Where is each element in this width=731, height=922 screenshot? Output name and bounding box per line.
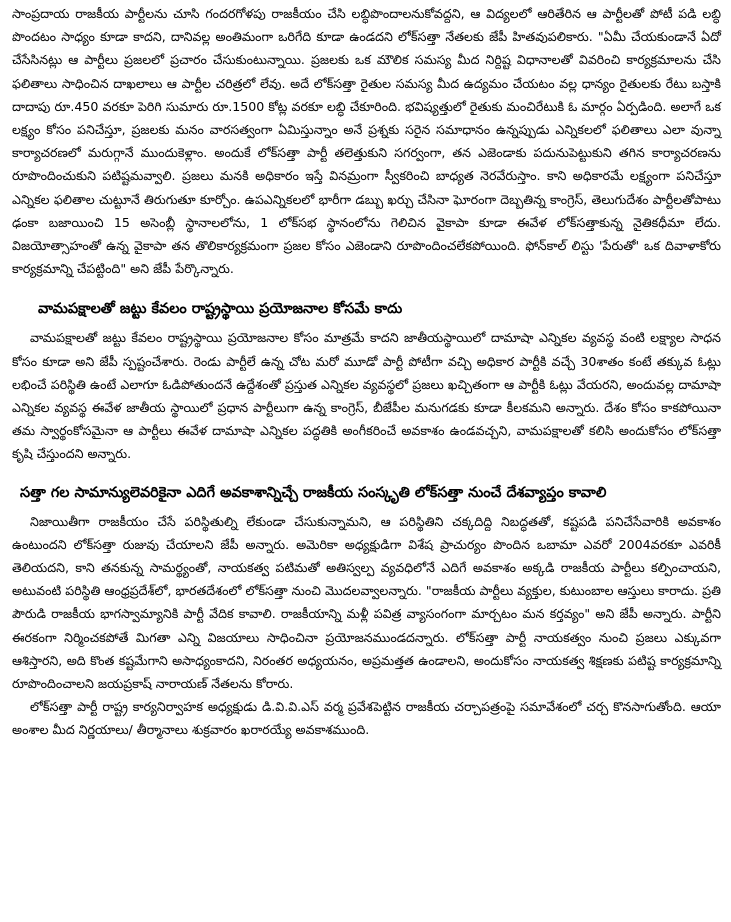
section-heading: వామపక్షాలతో జట్టు కేవలం రాష్ట్రస్థాయి ప్రయోజనాల కోసమే కాదు [38,301,403,318]
article-paragraph: వామపక్షాలతో జట్టు కేవలం రాష్ట్రస్థాయి ప్రయోజనాల కోసం మాత్రమే కాదని జాతీయస్థాయిలో దామాషా ఎన్నికల వ్యవస్థ వంటి లక్ష్యాల సాధన కోసం కూడా అని జేపీ స్పష్టంచేశారు. రెండు పార్టీలే ఉన్న చోట మరో మూడో పార్టీ పోటీగా వచ్చి అధికార పార్టీకి వచ్చే 30శాతం కంటే తక్కువ ఓట్లు లభించే పరిస్థితి ఉంటే ఎలాగూ ఓడిపోతుందనే ఉద్దేశంతో ప్రస్తుత ఎన్నికల వ్యవస్థలో ప్రజలు ఖచ్చితంగా ఆ పార్టీకి ఓట్లు వేయరని, అందువల్ల దామాషా ఎన్నికల వ్యవస్థ ఈవేళ జాతీయ స్థాయిలో ప్రధాన పార్టీలుగా ఉన్న కాంగ్రెస్, బీజేపీల మనుగడకు కూడా కీలకమని అన్నారు. దేశం కోసం కాకపోయినా తమ స్వార్థంకోసమైనా ఆ పార్టీలు ఈవేళ దామాషా ఎన్నికల పద్ధతికి అంగీకరించే అవకాశం ఉండవచ్చని, వామపక్షాలతో కలిసి అందుకోసం లోక్‌సత్తా కృషి చేస్తుందని అన్నారు. [12,330,721,462]
article-paragraph: నిజాయితీగా రాజకీయం చేసే పరిస్థితుల్ని లేకుండా చేసుకున్నామని, ఆ పరిస్థితిని చక్కదిద్ది నిబద్ధతతో, కష్టపడి పనిచేసేవారికి అవకాశం ఉంటుందని లోక్‌సత్తా రుజువు చేయాలని జేపీ అన్నారు. అమెరికా అధ్యక్షుడిగా విశేష ప్రాచుర్యం పొందిన ఒబామా ఎవరో 2004వరకూ ఎవరికీ తెలియదని, కాని తనకున్న సామర్థ్యంతో, నాయకత్వ పటిమతో అతిస్వల్ప వ్యవధిలోనే ఎదిగే అవకాశం అక్కడి రాజకీయ పార్టీలు కల్పించాయని, అటువంటి పరిస్థితి ఆంధ్రప్రదేశ్‌లో, భారతదేశంలో లోక్‌సత్తా నుంచి మొదలవ్వాలన్నారు. "రాజకీయ పార్టీలు వ్యక్తుల, కుటుంబాల ఆస్తులు కారాదు. ప్రతి పౌరుడి రాజకీయ భాగస్వామ్యానికి పార్టీ వేదిక కావాలి. రాజకీయాన్ని మళ్లీ పవిత్ర వ్యాసంగంగా మార్చటం మన కర్తవ్యం" అని జేపీ అన్నారు. పార్టీని ఈరకంగా నిర్మించకపోతే మిగతా ఎన్ని విజయాలు సాధించినా ప్రయోజనముండదన్నారు. లోక్‌సత్తా పార్టీ నాయకత్వం నుంచి ప్రజలు ఎక్కువగా ఆశిస్తారని, అది కొంత కష్టమేగాని అసాధ్యంకాదని, నిరంతర అధ్యయనం, అప్రమత్తత ఉండాలని, అందుకోసం నాయకత్వ శిక్షణకు పటిష్ట కార్యక్రమాన్ని రూపొందించాలని జయప్రకాష్ నారాయణ్ నేతలను కోరారు. [12,513,721,692]
article-paragraph: సాంప్రదాయ రాజకీయ పార్టీలను చూసి గందరగోళపు రాజకీయం చేసి లబ్ధిపొందాలనుకోవద్దని, ఆ విద్యలలో ఆరితేరిన ఆ పార్టీలతో పోటీ పడి లబ్ధి పొందటం సాధ్యం కూడా కాదని, దానివల్ల అంతిమంగా ఒరిగేది కూడా ఉండదని లోక్‌సత్తా నేతలకు జేపీ హితవుపలికారు. "ఏమీ చేయకుండానే ఏదో చేసేసినట్లు ఆ పార్టీలు ప్రజలలో ప్రచారం చేసుకుంటున్నాయి. ప్రజలకు ఒక మౌలిక సమస్య మీద నిర్దిష్ట విధానాలతో వివరించి కార్యక్రమాలను చేసి ఫలితాలు సాధించిన దాఖలాలు ఆ పార్టీల చరిత్రలో లేవు. అదే లోక్‌సత్తా రైతుల సమస్య మీద ఉద్యమం చేయటం వల్ల ధాన్యం రైతులకు రేటు బస్తాకి దాదాపు రూ.450 వరకూ పెరిగి సుమారు రూ.1500 కోట్ల వరకూ లబ్ధి చేకూరింది. భవిష్యత్తులో రైతుకు మంచిరేటుకి ఓ మార్గం ఏర్పడింది. అలాగే ఒక లక్ష్యం కోసం పనిచేస్తూ, ప్రజలకు మనం వారసత్వంగా ఏమిస్తున్నాం అనే ప్రశ్నకు సరైన సమాధానం ఉన్నప్పుడు ఎన్నికలలో ఫలితాలు ఎలా వున్నా కార్యాచరణలో మరుగ్గానే ముందుకెళ్లాం. అందుకే లోక్‌సత్తా పార్టీ తలెత్తుకుని సగర్వంగా, తన ఎజెండాకు పదునుపెట్టుకుని తగిన కార్యాచరణను రూపొందించుకుని పటిష్టమవ్వాలి. ప్రజలు మనకి అధికారం ఇస్తే వినమ్రంగా స్వీకరించి బాధ్యత నెరవేరుస్తాం. కాని అధికారమే లక్ష్యంగా పనిచేస్తూ ఎన్నికల ఫలితాల చుట్టూనే తిరుగుతూ కూర్చోం. ఉపఎన్నికలలో భారీగా డబ్బు ఖర్చు చేసినా ఘోరంగా దెబ్బతిన్న కాంగ్రెస్, తెలుగుదేశం పార్టీలతోపాటు ఢంకా బజాయించి 15 అసెంబ్లీ స్థానాలలోను, 1 లోక్‌సభ స్థానంలోను గెలిచిన వైకాపా కూడా ఈవేళ లోక్‌సత్తాకున్న నైతికధీమా లేదు. విజయోత్సాహంతో ఉన్న వైకాపా తన తొలికార్యక్రమంగా ప్రజల కోసం ఎజెండాని రూపొందించలేకపోయింది. ఫోన్‌కాల్ లిస్టు 'పేరుతో' ఒక దివాళాకోరు కార్యక్రమాన్ని చేపట్టింది" అని జేపీ పేర్కొన్నారు. [12,6,721,277]
article-paragraph: లోక్‌సత్తా పార్టీ రాష్ట్ర కార్యనిర్వాహక అధ్యక్షుడు డి.వి.వి.ఎస్ వర్మ ప్రవేశపెట్టిన రాజకీయ చర్చాపత్రంపై సమావేశంలో చర్చ కొనసాగుతోంది. ఆయా అంశాల మీద నిర్ణయాలు/ తీర్మానాలు శుక్రవారం ఖరారయ్యే అవకాశముంది. [12,699,721,738]
section-heading: సత్తా గల సామాన్యులెవరికైనా ఎదిగే అవకాశాన్నిచ్చే రాజకీయ సంస్కృతి లోక్‌సత్తా నుంచే దేశవ్యాప్తం కావాలి [20,484,607,501]
